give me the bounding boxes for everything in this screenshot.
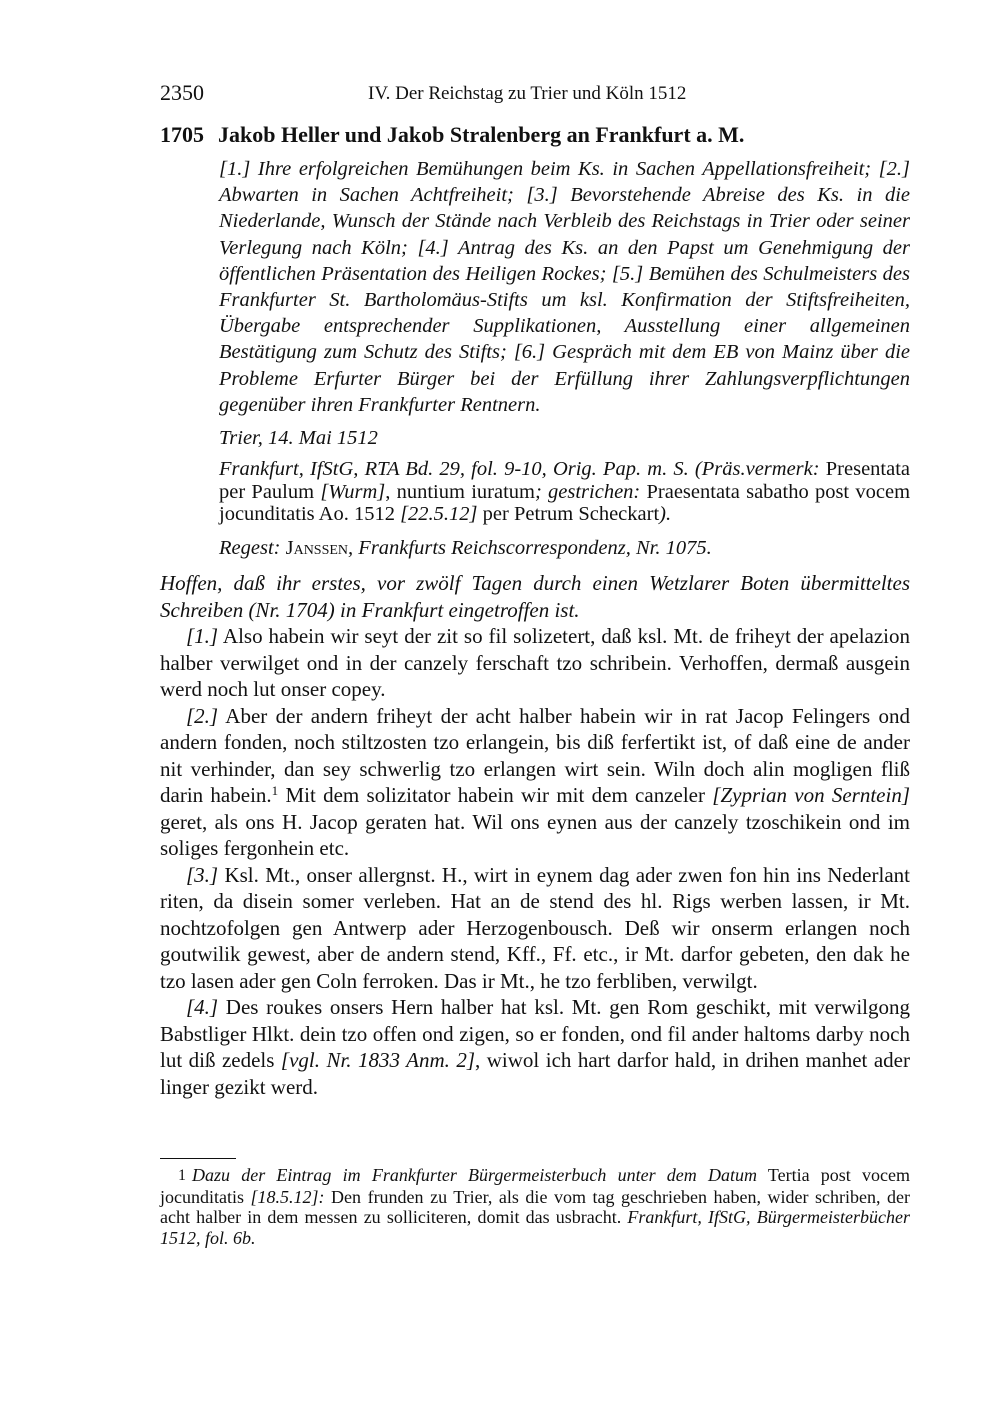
footnote-1 — [160, 1165, 910, 1248]
paragraph-2 — [160, 703, 910, 862]
regest-work: , Frankfurts Reichscorrespondenz, Nr. 1075. — [348, 536, 712, 559]
page-number: 2350 — [160, 80, 204, 105]
archive-text: Praesentata sabatho post vocem jocunditatis Ao. 1512 — [219, 480, 911, 526]
letter-body — [160, 570, 910, 1100]
footnote-date: [18.5.12]: — [250, 1186, 325, 1207]
paragraph-number: [2.] — [186, 703, 219, 728]
paragraph-text: Aber der andern friheyt der acht halber habein wir in rat Jacop Felingers ond andern fonden, noch stiltzosten tzo erlangein, bis diß ferfertikt ist, of daß eine de ander nit verhinder, dan sey schwerlig tzo erlangen wirt sein. Wiln doch alin mogligen fliß darin habein. — [160, 703, 910, 807]
regest-reference — [219, 536, 910, 560]
document-number: 1705 — [160, 122, 204, 147]
paragraph-1 — [160, 623, 910, 703]
archive-close: ). — [659, 503, 672, 526]
archive-text: per Petrum Scheckart — [477, 503, 660, 526]
paragraph-text: Mit dem solizitator habein wir mit dem canzeler — [278, 783, 713, 807]
date-place: Trier, 14. Mai 1512 — [219, 427, 378, 450]
regest-label: Regest: — [219, 536, 286, 559]
archive-note: [Wurm] — [320, 480, 386, 503]
paragraph-number: [3.] — [186, 862, 219, 887]
paragraph-text: Also habein wir seyt der zit so fil solizetert, daß ksl. Mt. de friheyt der apelazion halber verwilget ond in der canzely ferschaft tzo schribein. Verhoffen, dermaß ausgein werd noch lut onser copey. — [160, 624, 910, 701]
letter-intro: Hoffen, daß ihr erstes, vor zwölf Tagen durch einen Wetzlarer Boten übermitteltes Schreiben (Nr. 1704) in Frankfurt eingetroffen ist. — [160, 571, 910, 622]
footnote-marker[interactable]: 1 — [271, 783, 279, 798]
archive-text: Presentata per Paulum — [219, 458, 911, 503]
paragraph-number: [1.] — [186, 624, 219, 648]
editorial-note: [vgl. Nr. 1833 Anm. 2] — [280, 1048, 476, 1072]
archive-source: Frankfurt, IfStG, RTA Bd. 29, fol. 9-10, Orig. Pap. m. S. (Präs.vermerk: — [219, 458, 820, 481]
archive-date: [22.5.12] — [400, 503, 478, 526]
archive-label: ; gestrichen: — [534, 480, 641, 503]
document-heading — [160, 122, 920, 148]
archive-reference — [219, 458, 910, 526]
footnote-rule — [160, 1158, 236, 1159]
paragraph-3 — [160, 862, 910, 995]
footnote-source: Frankfurt, IfStG, Bürgermeisterbücher 1512, fol. 6b. — [160, 1207, 911, 1248]
footnote-number: 1 — [178, 1167, 186, 1184]
footnote-text: Den frunden zu Trier, als die vom tag geschrieben haben, wider schriben, der acht halber in dem messen zu solliciteren, domit das usbracht. — [160, 1186, 910, 1227]
paragraph-text: geret, als ons H. Jacop geraten hat. Wil ons eynen aus der canzely tzoschikein ond im soliges fergonhein etc. — [160, 809, 910, 860]
footnote-intro: Dazu der Eintrag im Frankfurter Bürgermeisterbuch unter dem Datum — [192, 1165, 757, 1185]
paragraph-text: Ksl. Mt., onser allergnst. H., wirt in eynem dag ader zwen fon hin ins Nederlant riten, da disein somer verleben. Hat an de stend des hl. Rigs werben lassen, ir Mt. nochtzofolgen gen Antwerp ader Herzogenbousch. Deß wir onserm erlangen noch goutwilik gewest, aber de andern stend, Kff., Ff. etc., ir Mt. darfor gebeten, den dak he tzo lasen ader gen Coln ferroken. Das ir Mt., he tzo ferbliben, verwilgt. — [160, 862, 910, 993]
regest-block — [219, 156, 910, 560]
editorial-note: [Zyprian von Serntein] — [712, 783, 911, 807]
paragraph-4 — [160, 994, 910, 1100]
paragraph-text: , wiwol ich hart darfor hald, in drihen manhet ader linger gezikt werd. — [160, 1048, 910, 1099]
running-head — [160, 80, 910, 108]
document-title: Jakob Heller und Jakob Stralenberg an Frankfurt a. M. — [218, 122, 745, 147]
paragraph-text: Des roukes onsers Hern halber hat ksl. Mt. gen Rom geschikt, mit verwilgong Babstliger Hlkt. dein tzo offen ond zigen, so er fonden, ond fil ander haltoms darby noch lut diß zedels — [160, 995, 910, 1072]
regest-author: Janssen — [285, 536, 349, 559]
archive-text: , nuntium iuratum — [385, 480, 535, 503]
footnote-text: Tertia post vocem jocunditatis — [160, 1165, 910, 1207]
content-summary: [1.] Ihre erfolgreichen Bemühungen beim Ks. in Sachen Appellationsfreiheit; [2.] Abwarten in Sachen Achtfreiheit; [3.] Bevorstehende Abreise des Ks. in die Niederlande, Wunsch der Stände nach Verbleib des Reichstags in Trier oder seiner Verlegung nach Köln; [4.] Antrag des Ks. an den Papst um Genehmigung der öffentlichen Präsentation des Heiligen Rockes; [5.] Bemühen des Schulmeisters des Frankfurter St. Bartholomäus-Stifts um ksl. Konfirmation der Stiftsfreiheiten, Übergabe entsprechender Supplikationen, Ausstellung einer allgemeinen Bestätigung zum Schutz des Stifts; [6.] Gespräch mit dem EB von Mainz über die Probleme Erfurter Bürger bei der Erfüllung ihrer Zahlungsverpflichtungen gegenüber ihren Frankfurter Rentnern. — [219, 158, 910, 416]
running-title: IV. Der Reichstag zu Trier und Köln 1512 — [368, 83, 687, 104]
paragraph-number: [4.] — [186, 995, 219, 1019]
